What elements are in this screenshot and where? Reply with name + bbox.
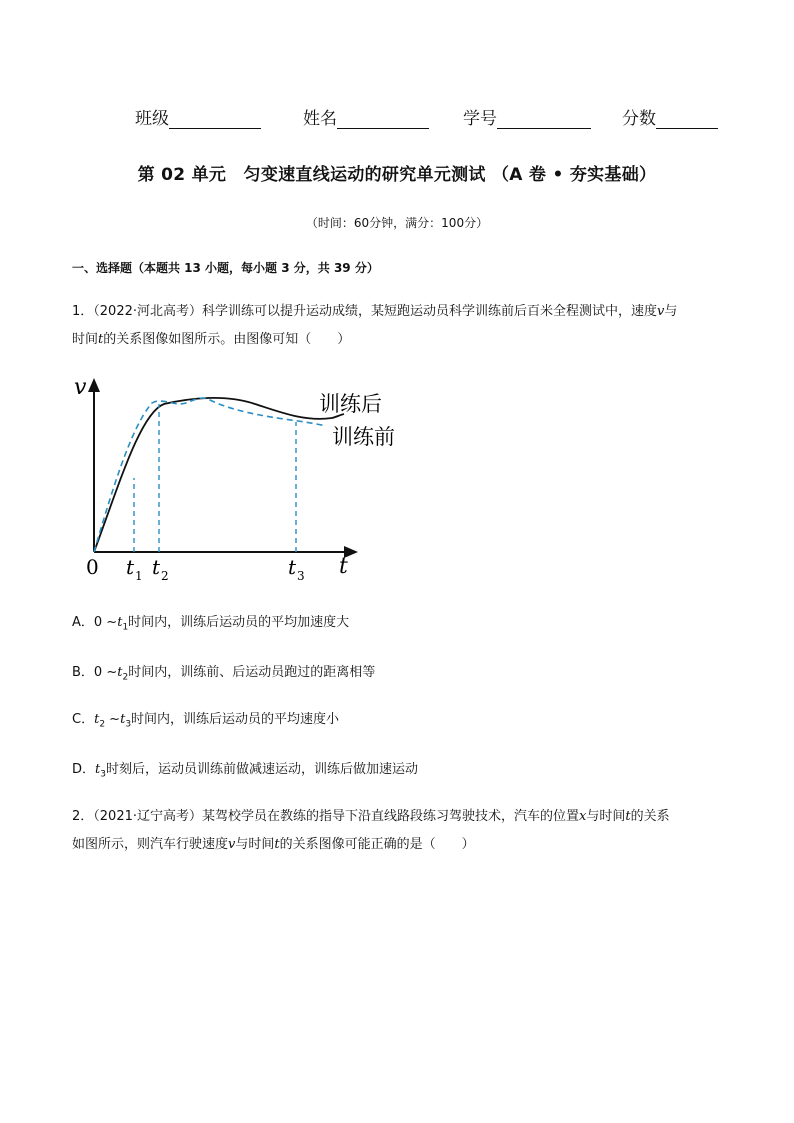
- y-axis-label: v: [74, 375, 87, 400]
- question-1-text: [72, 298, 724, 354]
- document-subtitle: （时间：60分钟，满分：100分）: [305, 216, 489, 230]
- score-field: [622, 104, 718, 129]
- id-field: [463, 104, 591, 129]
- question-2-line-2: 如图所示，则汽车行驶速度v与时间t的关系图像可能正确的是（ ）: [72, 837, 475, 852]
- name-field: [303, 104, 429, 129]
- header-row: [0, 104, 794, 130]
- svg-text:t: t: [126, 555, 135, 579]
- velocity-time-graph: [60, 368, 420, 590]
- option-b[interactable]: B．0 $\sim t_2$时间内，训练前、后运动员跑过的距离相等: [72, 665, 376, 683]
- svg-text:t: t: [288, 555, 297, 579]
- id-label: 学号: [463, 109, 497, 129]
- before-training-curve: [94, 398, 326, 552]
- svg-text:3: 3: [297, 569, 305, 583]
- tick-label-t1: [126, 555, 143, 583]
- name-blank[interactable]: [337, 110, 429, 129]
- score-blank[interactable]: [656, 110, 718, 129]
- after-training-curve: [94, 398, 344, 552]
- tick-label-t2: [152, 555, 169, 583]
- option-d[interactable]: D．$t_3$时刻后，运动员训练前做减速运动，训练后做加速运动: [72, 762, 418, 780]
- score-label: 分数: [622, 109, 656, 129]
- section-title: 一、选择题（本题共 13 小题，每小题 3 分，共 39 分）: [72, 261, 379, 275]
- id-blank[interactable]: [497, 110, 591, 129]
- option-c[interactable]: C．$t_2$ $\sim t_3$时间内，训练后运动员的平均速度小: [72, 712, 340, 730]
- legend-after-training: 训练后: [319, 392, 382, 416]
- question-2-text: [72, 803, 724, 859]
- name-label: 姓名: [303, 109, 337, 129]
- tick-label-t3: [288, 555, 305, 583]
- svg-text:t: t: [152, 555, 161, 579]
- question-1-line-2: 时间t的关系图像如图所示。由图像可知（ ）: [72, 332, 351, 347]
- x-axis-label: t: [339, 554, 348, 579]
- origin-label: 0: [86, 555, 99, 579]
- svg-text:2: 2: [161, 569, 169, 583]
- option-a[interactable]: A．0 $\sim t_1$时间内，训练后运动员的平均加速度大: [72, 615, 350, 633]
- question-1-line-1: 1．（2022·河北高考）科学训练可以提升运动成绩，某短跑运动员科学训练前后百米全程测试中，速度v与: [72, 304, 678, 319]
- question-2-line-1: 2．（2021·辽宁高考）某驾校学员在教练的指导下沿直线路段练习驾驶技术，汽车的位置x与时间t的关系: [72, 809, 670, 824]
- svg-text:1: 1: [135, 569, 143, 583]
- class-field: [135, 104, 261, 129]
- document-title: 第 02 单元 匀变速直线运动的研究单元测试 （A 卷 • 夯实基础）: [137, 165, 657, 185]
- class-label: 班级: [135, 109, 169, 129]
- legend-before-training: 训练前: [332, 425, 395, 449]
- class-blank[interactable]: [169, 110, 261, 129]
- y-axis-arrow: [88, 378, 100, 392]
